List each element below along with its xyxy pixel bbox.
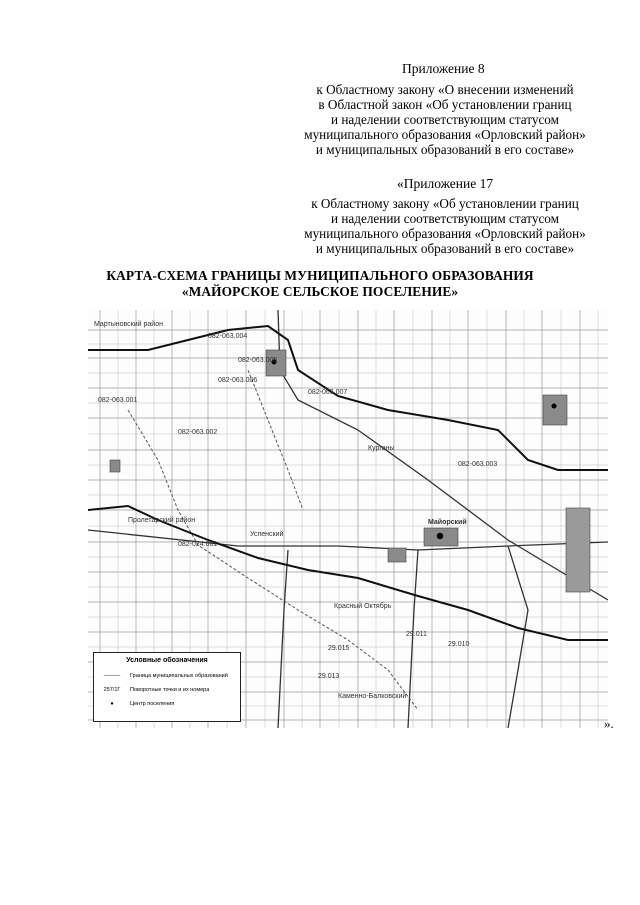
point-label: 082-063.005 [238,357,278,364]
title-line: КАРТА-СХЕМА ГРАНИЦЫ МУНИЦИПАЛЬНОГО ОБРАЗОВАНИЯ [106,268,534,283]
turning-point-icon: 257/1Г [103,687,121,693]
legend-row-boundary [98,673,228,679]
point-label: 082-024.001 [178,541,218,548]
point-label: 29.013 [318,673,340,680]
point-label: 082-063.006 [218,377,258,384]
annex-8-line: к Областному закону «О внесении изменений [316,82,574,97]
town-label: Красный Октябрь [334,603,392,610]
settlement-center-marker [552,404,557,409]
town-label-main: Майорский [428,519,467,526]
legend-title: Условные обозначения [126,657,208,664]
district-label: Пролетарский район [128,517,196,524]
annex-8-line: в Областной закон «Об установлении границ [318,97,572,112]
annex-number-8: Приложение 8 [402,61,485,76]
annex-8-text [290,82,600,157]
point-label: 082-063.004 [208,333,248,340]
map-legend [93,652,241,722]
title-line: «МАЙОРСКОЕ СЕЛЬСКОЕ ПОСЕЛЕНИЕ» [181,284,459,299]
point-label: 29.011 [406,631,427,638]
settlement-center-marker [437,533,443,539]
point-label: 082-063.007 [308,389,348,396]
town-label: Каменно-Балковский [338,693,407,700]
boundary-line-icon: ——— [103,673,121,679]
annex-17-line: и наделении соответствующим статусом [331,211,559,226]
annex-17-line: к Областному закону «Об установлении границ [311,196,579,211]
point-label: 29.015 [328,645,350,652]
legend-label: Центр поселения [130,701,175,707]
town-label: Курганы [368,445,395,452]
legend-row-center [98,701,174,707]
annex-17-line: муниципального образования «Орловский район» [304,226,586,241]
document-title [60,268,580,300]
annex-8-line: и муниципальных образований в его составе» [315,142,575,157]
point-label: 29.010 [448,641,470,648]
point-label: 082-063.001 [98,397,138,404]
legend-label: Поворотные точки и их номера [130,687,210,693]
annex-8-line: и наделении соответствующим статусом [331,112,559,127]
annex-8-line: муниципального образования «Орловский район» [304,127,586,142]
annex-number-17: «Приложение 17 [397,176,494,191]
district-label: Мартыновский район [94,321,163,328]
legend-row-points [98,687,209,693]
legend-label: Граница муниципальных образований [130,673,228,679]
annex-17-text [290,196,600,256]
settlement-center-icon: ● [110,701,114,707]
point-label: 082-063.003 [458,461,498,468]
town-label: Успенский [250,531,284,538]
closing-quote: ». [604,716,614,731]
annex-17-line: и муниципальных образований в его составе» [315,241,575,256]
point-label: 082-063.002 [178,429,218,436]
